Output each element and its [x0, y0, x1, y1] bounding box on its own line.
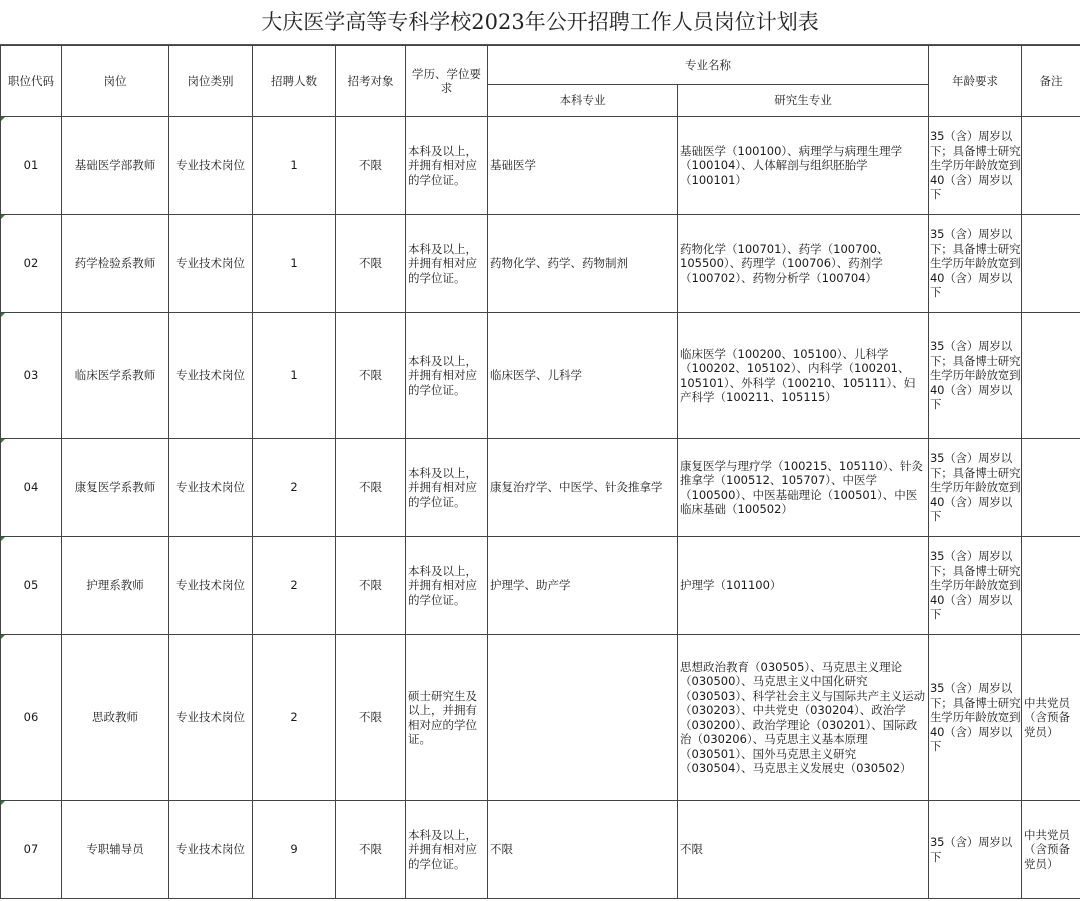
row-target: 不限: [336, 537, 406, 635]
row-count: 9: [253, 801, 336, 899]
row-count: 1: [253, 117, 336, 215]
row-category: 专业技术岗位: [169, 117, 253, 215]
row-count: 1: [253, 313, 336, 439]
row-remarks: [1022, 537, 1080, 635]
row-post: 康复医学系教师: [62, 439, 169, 537]
row-target: 不限: [336, 801, 406, 899]
row-graduate: 不限: [678, 801, 929, 899]
row-remarks: [1022, 215, 1080, 313]
header-count: 招聘人数: [253, 46, 336, 117]
row-post: 专职辅导员: [62, 801, 169, 899]
header-code: 职位代码: [1, 46, 62, 117]
row-education: 本科及以上，并拥有相对应的学位证。: [406, 801, 488, 899]
row-code: 03: [1, 313, 62, 439]
row-remarks: 中共党员（含预备党员）: [1022, 801, 1080, 899]
table-row: [1, 117, 1080, 215]
row-graduate: 护理学（101100）: [678, 537, 929, 635]
header-undergrad: 本科专业: [488, 85, 678, 117]
row-graduate: 药物化学（100701）、药学（100700、105500）、药理学（100706）、药剂学（100702）、药物分析学（100704）: [678, 215, 929, 313]
row-education: 本科及以上，并拥有相对应的学位证。: [406, 537, 488, 635]
row-age: 35（含）周岁以下；具备博士研究生学历年龄放宽到40（含）周岁以下: [929, 635, 1022, 801]
header-major: 专业名称: [488, 46, 929, 85]
row-remarks: [1022, 313, 1080, 439]
table-row: [1, 635, 1080, 801]
position-table: [0, 45, 1080, 899]
row-post: 临床医学系教师: [62, 313, 169, 439]
row-count: 2: [253, 439, 336, 537]
table-row: [1, 439, 1080, 537]
row-target: 不限: [336, 117, 406, 215]
row-graduate: 临床医学（100200、105100）、儿科学（100202、105102）、内科学（100201、105101）、外科学（100210、105111）、妇产科学（100211、105115）: [678, 313, 929, 439]
row-age: 35（含）周岁以下；具备博士研究生学历年龄放宽到40（含）周岁以下: [929, 537, 1022, 635]
row-education: 本科及以上，并拥有相对应的学位证。: [406, 117, 488, 215]
row-count: 1: [253, 215, 336, 313]
row-post: 思政教师: [62, 635, 169, 801]
row-category: 专业技术岗位: [169, 439, 253, 537]
row-education: 本科及以上，并拥有相对应的学位证。: [406, 439, 488, 537]
table-row: [1, 215, 1080, 313]
row-age: 35（含）周岁以下；具备博士研究生学历年龄放宽到40（含）周岁以下: [929, 439, 1022, 537]
header-remarks: 备注: [1022, 46, 1080, 117]
row-undergrad: 康复治疗学、中医学、针灸推拿学: [488, 439, 678, 537]
row-undergrad: 临床医学、儿科学: [488, 313, 678, 439]
row-code: 01: [1, 117, 62, 215]
header-education: 学历、学位要求: [406, 46, 488, 117]
row-count: 2: [253, 537, 336, 635]
row-target: 不限: [336, 215, 406, 313]
row-undergrad: 基础医学: [488, 117, 678, 215]
header-category: 岗位类别: [169, 46, 253, 117]
header-target: 招考对象: [336, 46, 406, 117]
table-row: [1, 537, 1080, 635]
table-row: [1, 313, 1080, 439]
row-target: 不限: [336, 635, 406, 801]
row-category: 专业技术岗位: [169, 537, 253, 635]
page-title: 大庆医学高等专科学校2023年公开招聘工作人员岗位计划表: [0, 0, 1080, 45]
row-remarks: [1022, 117, 1080, 215]
row-code: 02: [1, 215, 62, 313]
row-post: 药学检验系教师: [62, 215, 169, 313]
row-post: 护理系教师: [62, 537, 169, 635]
row-code: 06: [1, 635, 62, 801]
row-age: 35（含）周岁以下；具备博士研究生学历年龄放宽到40（含）周岁以下: [929, 215, 1022, 313]
header-age: 年龄要求: [929, 46, 1022, 117]
row-education: 硕士研究生及以上，并拥有相对应的学位证。: [406, 635, 488, 801]
row-target: 不限: [336, 439, 406, 537]
row-graduate: 康复医学与理疗学（100215、105110）、针灸推拿学（100512、105707）、中医学（100500）、中医基础理论（100501）、中医临床基础（100502）: [678, 439, 929, 537]
row-undergrad: 不限: [488, 801, 678, 899]
row-code: 04: [1, 439, 62, 537]
row-undergrad: 药物化学、药学、药物制剂: [488, 215, 678, 313]
row-undergrad: [488, 635, 678, 801]
row-age: 35（含）周岁以下；具备博士研究生学历年龄放宽到40（含）周岁以下: [929, 117, 1022, 215]
row-education: 本科及以上，并拥有相对应的学位证。: [406, 215, 488, 313]
row-category: 专业技术岗位: [169, 635, 253, 801]
row-graduate: 思想政治教育（030505）、马克思主义理论（030500）、马克思主义中国化研究（030503）、科学社会主义与国际共产主义运动（030203）、中共党史（030204）、政治学（030200）、政治学理论（030201）、国际政治（030206）、马克思主义基本原理（030501）、国外马克思主义研究（030504）、马克思主义发展史（030502）: [678, 635, 929, 801]
header-graduate: 研究生专业: [678, 85, 929, 117]
row-count: 2: [253, 635, 336, 801]
row-category: 专业技术岗位: [169, 313, 253, 439]
header-post: 岗位: [62, 46, 169, 117]
row-target: 不限: [336, 313, 406, 439]
row-remarks: 中共党员（含预备党员）: [1022, 635, 1080, 801]
row-education: 本科及以上，并拥有相对应的学位证。: [406, 313, 488, 439]
row-undergrad: 护理学、助产学: [488, 537, 678, 635]
row-category: 专业技术岗位: [169, 801, 253, 899]
row-code: 07: [1, 801, 62, 899]
table-row: [1, 801, 1080, 899]
header-row-top: [1, 46, 1080, 85]
row-graduate: 基础医学（100100）、病理学与病理生理学（100104）、人体解剖与组织胚胎学（100101）: [678, 117, 929, 215]
row-code: 05: [1, 537, 62, 635]
row-remarks: [1022, 439, 1080, 537]
row-age: 35（含）周岁以下: [929, 801, 1022, 899]
row-category: 专业技术岗位: [169, 215, 253, 313]
row-post: 基础医学部教师: [62, 117, 169, 215]
row-age: 35（含）周岁以下；具备博士研究生学历年龄放宽到40（含）周岁以下: [929, 313, 1022, 439]
